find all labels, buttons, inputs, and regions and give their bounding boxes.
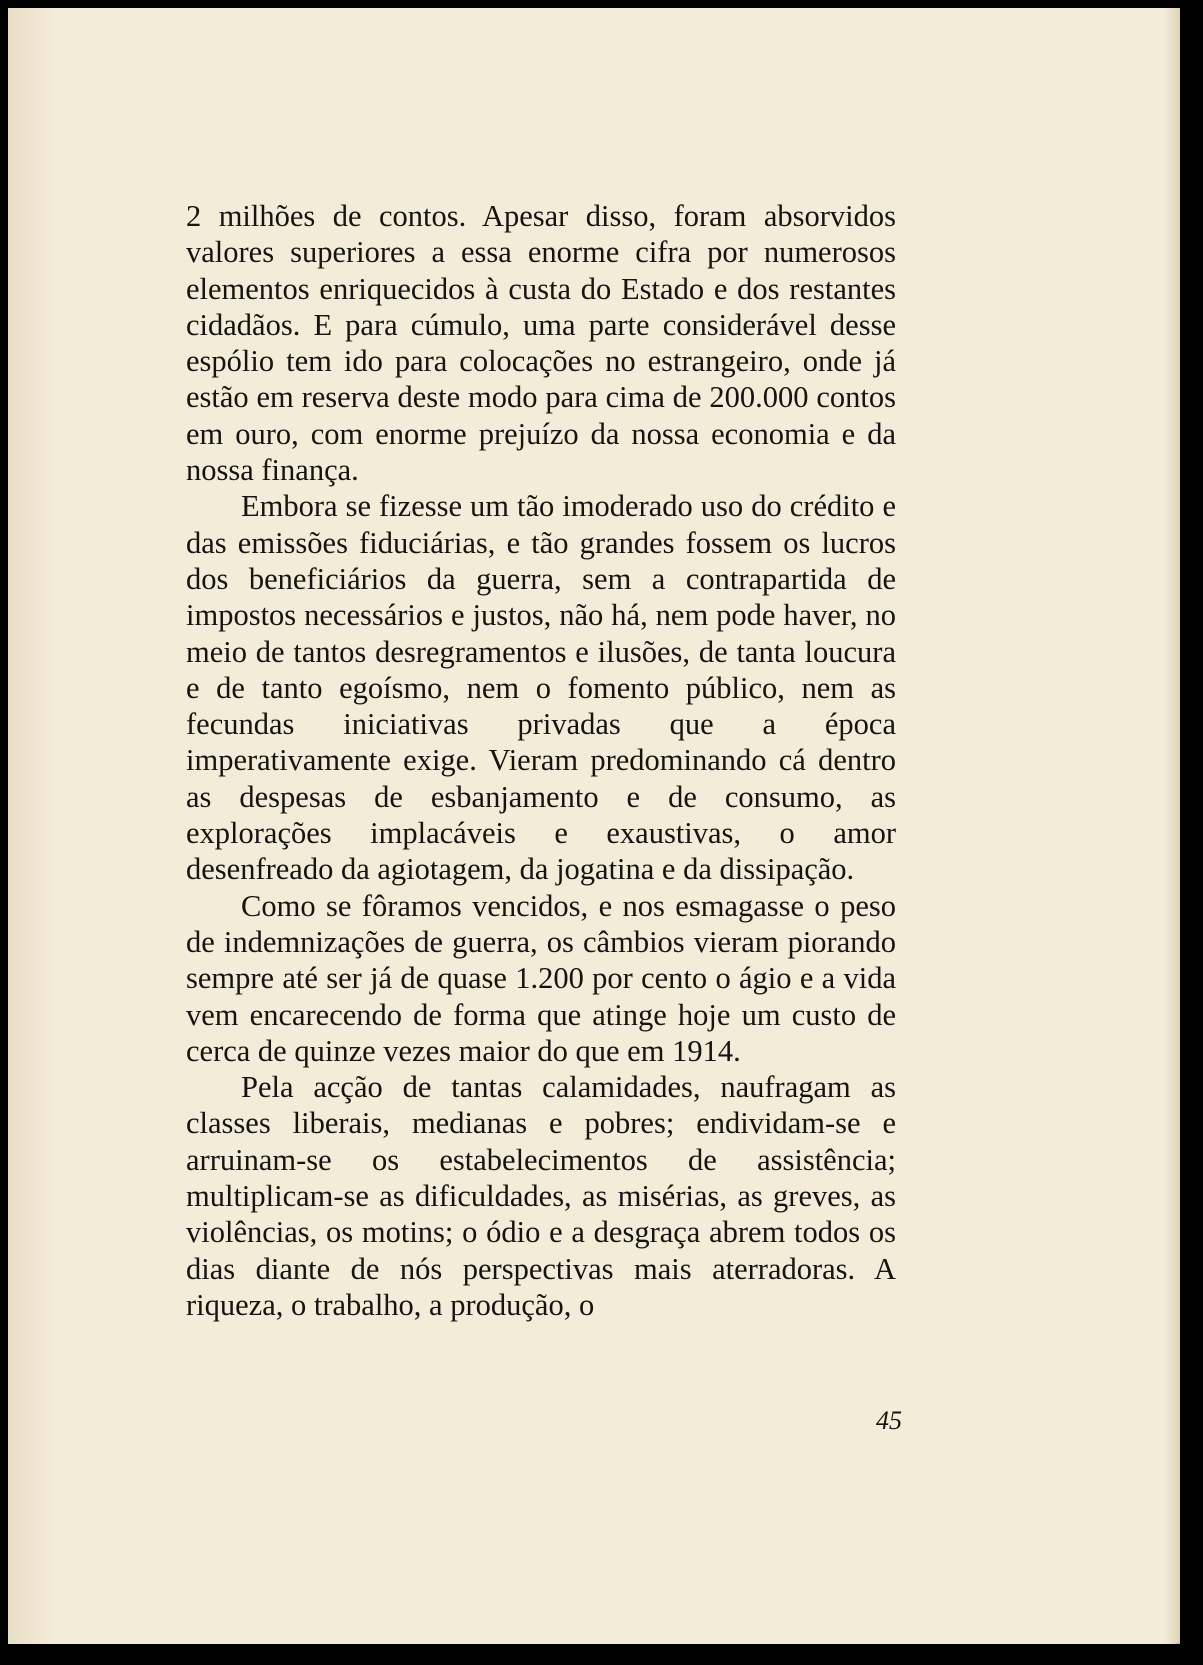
body-text: [186, 198, 896, 1323]
paragraph-1: 2 milhões de contos. Apesar disso, foram absorvidos valores superiores a essa enorme cifra por numerosos elementos enriquecidos à custa do Estado e dos restantes cidadãos. E para cúmulo, uma parte considerável desse espólio tem ido para colocações no estrangeiro, onde já estão em reserva deste modo para cima de 200.000 contos em ouro, com enorme prejuízo da nossa economia e da nossa finança.: [186, 199, 896, 488]
paragraph-2: Embora se fizesse um tão imoderado uso do crédito e das emissões fiduciárias, e tão grandes fossem os lucros dos beneficiários da guerra, sem a contrapartida de impostos necessários e justos, não há, nem pode haver, no meio de tantos desregramentos e ilusões, de tanta loucura e de tanto egoísmo, nem o fomento público, nem as fecundas iniciativas privadas que a época imperativamente exige. Vieram predominando cá dentro as despesas de esbanjamento e de consumo, as explorações implacáveis e exaustivas, o amor desenfreado da agiotagem, da jogatina e da dissipação.: [186, 489, 896, 887]
binding-edge: [8, 8, 56, 1644]
paragraph-3: Como se fôramos vencidos, e nos esmagasse o peso de indemnizações de guerra, os câmbios vieram piorando sempre até ser já de quase 1.200 por cento o ágio e a vida vem encarecendo de forma que atinge hoje um custo de cerca de quinze vezes maior do que em 1914.: [186, 888, 896, 1068]
page-edge: [1164, 8, 1180, 1644]
paragraph-4: Pela acção de tantas calamidades, naufragam as classes liberais, medianas e pobres; endividam-se e arruinam-se os estabelecimentos de assistência; multiplicam-se as dificuldades, as misérias, as greves, as violências, os motins; o ódio e a desgraça abrem todos os dias diante de nós perspectivas mais aterradoras. A riqueza, o trabalho, a produção, o: [186, 1070, 896, 1322]
page-number: 45: [876, 1406, 902, 1435]
paper-page: [8, 8, 1180, 1644]
